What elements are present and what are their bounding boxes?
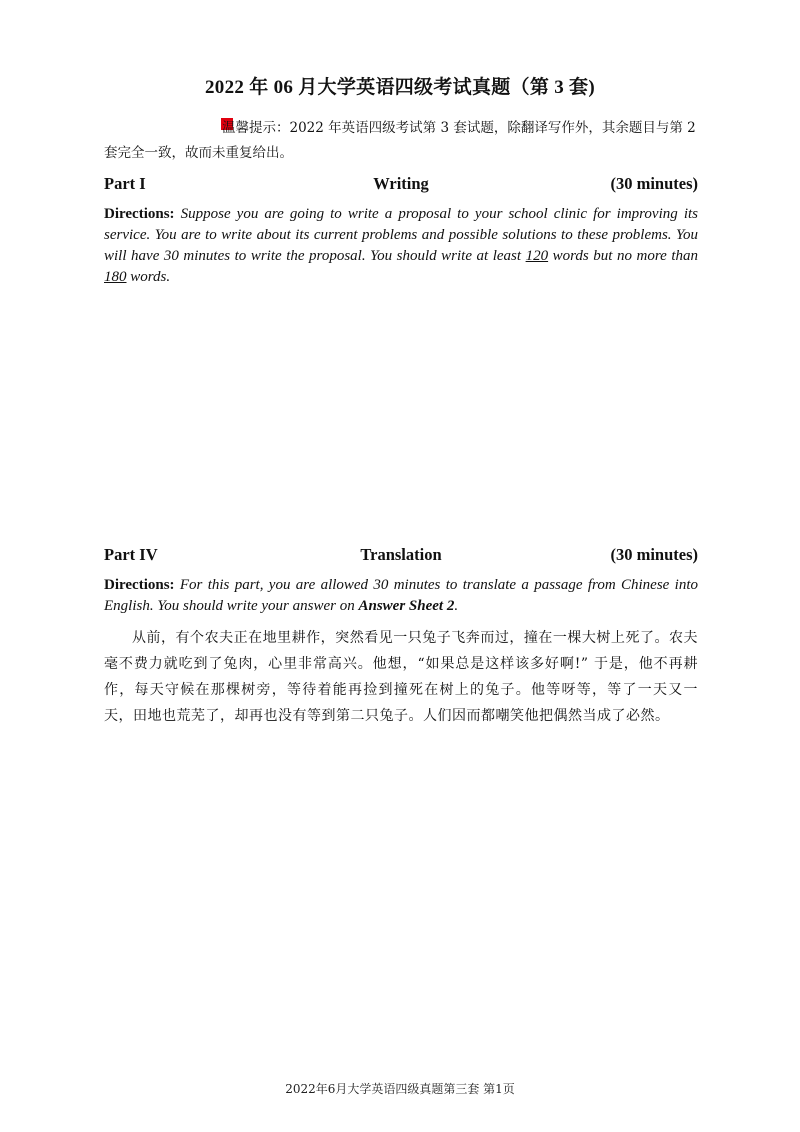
part1-header <box>104 174 698 198</box>
translation-passage: 从前，有个农夫正在地里耕作，突然看见一只兔子飞奔而过，撞在一棵大树上死了。农夫毫不费力就吃到了兔肉，心里非常高兴。他想，“如果总是这样该多好啊!” 于是，他不再耕作，每天守候在那棵树旁，等待着能再捡到撞死在树上的兔子。他等呀等，等了一天又一天，田地也荒芜了，却再也没有等到第二只兔子。人们因而都嘲笑他把偶然当成了必然。 <box>104 630 698 724</box>
part4-directions-text-a: For this part, you are allowed 30 minutes to translate a passage from Chinese into English. You should write your answer on <box>104 577 698 614</box>
part4-directions-text-b: . <box>454 598 459 614</box>
part1-directions-label: Directions: <box>104 206 175 222</box>
part4-header <box>104 545 698 569</box>
page-title: 2022 年 06 月大学英语四级考试真题（第 3 套) <box>205 77 595 98</box>
part4-directions-label: Directions: <box>104 577 175 593</box>
part1-name: Part I <box>104 174 146 193</box>
part1-time: (30 minutes) <box>610 174 698 193</box>
page-footer: 2022年6月大学英语四级真题第三套 第1页 <box>285 1082 515 1096</box>
part1-min-words: 120 <box>525 248 549 264</box>
part4-directions <box>104 575 698 617</box>
part1-title: Writing <box>373 174 429 193</box>
part1-directions-text-c: words. <box>126 269 171 285</box>
part4-title: Translation <box>360 545 442 564</box>
part1-directions-text-a: Suppose you are going to write a proposal to your school clinic for improving its service. You are to write about its current problems and possible solutions to these problems. You will have 30 minutes to write the proposal. You should write at least <box>104 206 698 264</box>
part1-max-words: 180 <box>104 269 127 285</box>
tip-note: 温馨提示：2022 年英语四级考试第 3 套试题，除翻译写作外，其余题目与第 2 套完全一致，故而未重复给出。 <box>104 120 696 161</box>
part1-directions-text-b: words but no more than <box>548 248 698 264</box>
part1-directions <box>104 204 698 288</box>
part4-name: Part IV <box>104 545 158 564</box>
part4-answer-sheet: Answer Sheet 2 <box>358 598 455 614</box>
part4-time: (30 minutes) <box>610 545 698 564</box>
